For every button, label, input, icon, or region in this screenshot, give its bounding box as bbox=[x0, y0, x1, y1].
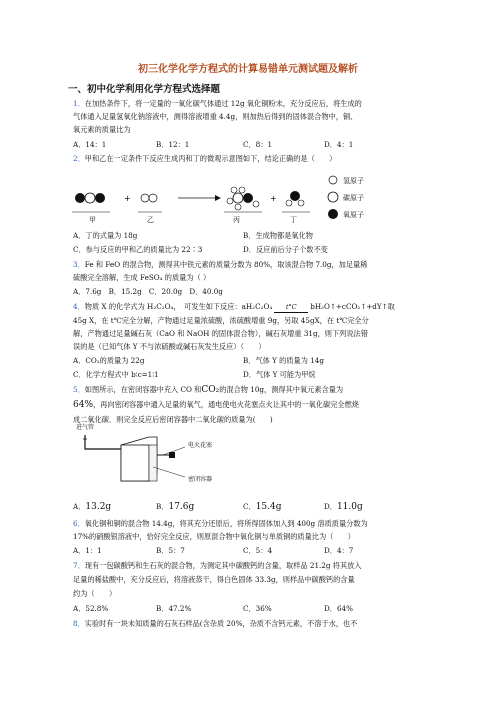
closed-container-figure bbox=[73, 425, 273, 491]
q4-option-d[interactable]: D．气体 Y 可能为甲烷 bbox=[243, 370, 316, 379]
label-closed-container: 密闭容器 bbox=[188, 476, 213, 483]
legend-hydrogen: 氢原子 bbox=[343, 177, 364, 185]
q5-option-c[interactable]: C．15.4g bbox=[243, 502, 282, 512]
section-heading: 一、初中化学利用化学方程式选择题 bbox=[68, 84, 221, 95]
label-inlet-pipe: 进气管 bbox=[76, 424, 95, 431]
q1-option-c[interactable]: C．8：1 bbox=[243, 140, 273, 149]
q3-line2: 硫酸完全溶解，生成 FeSO₄ 的质量为（ ） bbox=[73, 273, 211, 282]
svg-text:+: + bbox=[124, 194, 131, 203]
q1-line3: 氧元素的质量比为 bbox=[73, 125, 131, 134]
molecule-ding bbox=[286, 191, 304, 206]
q2-option-b[interactable]: B．生成物都是氧化物 bbox=[243, 231, 313, 240]
q3-options[interactable]: A．7.6g B．15.2g C．20.0g D．40.0g bbox=[73, 287, 223, 296]
q1-option-d[interactable]: D．4：1 bbox=[324, 140, 354, 149]
carbon-atom-icon bbox=[328, 192, 338, 202]
q2-option-c[interactable]: C．参与反应的甲和乙的质量比为 22∶3 bbox=[73, 245, 203, 254]
q4-option-a[interactable]: A．CO₂的质量为 22g bbox=[73, 356, 145, 365]
q1-option-a[interactable]: A．14：1 bbox=[73, 140, 107, 149]
q4-line2: 45g X，在 t℃完全分解，产物通过足量浓硫酸，浓硫酸增重 9g，另取 45gX，在 t℃完全分 bbox=[73, 316, 369, 325]
legend-carbon: 碳原子 bbox=[343, 194, 364, 202]
q6-option-d[interactable]: D．4：7 bbox=[324, 546, 354, 555]
q5-option-a[interactable]: A．13.2g bbox=[73, 502, 112, 512]
q5-option-b[interactable]: B．17.6g bbox=[156, 502, 195, 512]
q2-line1: 2．甲和乙在一定条件下反应生成丙和丁的微观示意图如下，结论正确的是（ ） bbox=[73, 154, 337, 163]
q7-option-c[interactable]: C．36% bbox=[243, 604, 272, 613]
q7-line2: 足量的稀盐酸中，充分反应后，将溶液蒸干，得白色固体 33.3g，则样品中碳酸钙的含量 bbox=[73, 575, 355, 584]
q4-line1: 4．物质 X 的化学式为 H₂C₂O₄， 可发生如下反应：aH₂C₂O₄ t°C bH₂O↑+cCO₂↑+dY↑取 bbox=[73, 302, 395, 311]
label-ding: 丁 bbox=[290, 216, 297, 224]
hydrogen-atom-icon bbox=[329, 176, 337, 184]
q5-line3: 成二氧化碳．则完全反应后密闭容器中二氧化碳的质量为( ) bbox=[73, 415, 273, 424]
q5-line1: 5．如图所示，在密闭容器中充入 CO 和CO₂的混合物 10g，测得其中氧元素含量为 bbox=[73, 385, 344, 395]
page-title: 初三化学化学方程式的计算易错单元测试题及解析 bbox=[138, 64, 358, 75]
q7-line3: 约为（ ） bbox=[73, 589, 117, 598]
label-jia: 甲 bbox=[89, 216, 96, 224]
q4-line4: 误的是（已知气体 Y 不与浓硫酸或碱石灰发生反应）（ ） bbox=[73, 342, 266, 351]
q2-option-d[interactable]: D．反应前后分子个数不变 bbox=[243, 245, 328, 254]
molecule-yi bbox=[141, 194, 157, 202]
svg-text:+: + bbox=[270, 194, 277, 203]
molecule-jia bbox=[75, 193, 105, 203]
q1-option-b[interactable]: B．12：1 bbox=[156, 140, 190, 149]
q2-option-a[interactable]: A．丁的式量为 18g bbox=[73, 231, 138, 240]
label-spark-plug: 电火花塞 bbox=[188, 442, 213, 449]
oxygen-atom-icon bbox=[328, 209, 338, 219]
q7-option-b[interactable]: B．47.2% bbox=[156, 604, 192, 613]
q4-option-c[interactable]: C．化学方程式中 b∶c=1∶1 bbox=[73, 370, 159, 379]
q8-line1: 8．实验时有一块未知质量的石灰石样品(含杂质 20%，杂质不含钙元素，不溶于水，也不 bbox=[73, 619, 358, 628]
co2-formula: CO₂ bbox=[201, 385, 220, 395]
reaction-condition: t°C bbox=[274, 302, 308, 313]
q5-option-d[interactable]: D．11.0g bbox=[324, 502, 363, 512]
q7-line1: 7．现有一包碳酸钙和生石灰的混合物，为测定其中碳酸钙的含量，取样品 21.2g 将其放入 bbox=[73, 561, 362, 570]
label-yi: 乙 bbox=[147, 216, 154, 224]
q7-option-a[interactable]: A．52.8% bbox=[73, 604, 109, 613]
q6-option-b[interactable]: B．5：7 bbox=[156, 546, 185, 555]
q3-line1: 3．Fe 和 FeO 的混合物，测得其中铁元素的质量分数为 80%，取该混合物 7.0g，加足量稀 bbox=[73, 260, 368, 269]
legend-oxygen: 氧原子 bbox=[343, 211, 364, 219]
q1-number: 1． bbox=[73, 99, 85, 108]
q4-option-b[interactable]: B．气体 Y 的质量为 14g bbox=[243, 356, 324, 365]
molecule-bing bbox=[227, 187, 259, 210]
q1-line1: 1．在加热条件下，将一定量的一氧化碳气体通过 12g 氧化铜粉末，充分反应后，将生成的 bbox=[73, 99, 362, 108]
q6-line1: 6．氧化铜和铜的混合物 14.4g，将其充分还原后，将所得固体加入到 400g 溶质质量分数为 bbox=[73, 519, 368, 528]
q1-line2: 气体通入足量氢氧化钠溶液中，测得溶液增重 4.4g，则加热后得到的固体混合物中，铜、 bbox=[73, 112, 358, 121]
q4-line3: 解，产物通过足量碱石灰（CaO 和 NaOH 的固体混合物），碱石灰增重 31g，则下列说法错 bbox=[73, 329, 368, 338]
q5-line2: 64%，再向密闭容器中通入足量的氧气，通电使电火花塞点火让其中的一氧化碳完全燃烧 bbox=[73, 400, 359, 410]
q6-option-a[interactable]: A．1：1 bbox=[73, 546, 102, 555]
q7-option-d[interactable]: D．64% bbox=[324, 604, 353, 613]
label-bing: 丙 bbox=[233, 216, 240, 224]
q6-line2: 17%的硝酸银溶液中，恰好完全反应，则原混合物中氧化铜与单质铜的质量比为（ ） bbox=[73, 532, 355, 541]
q6-option-c[interactable]: C．5：4 bbox=[243, 546, 273, 555]
